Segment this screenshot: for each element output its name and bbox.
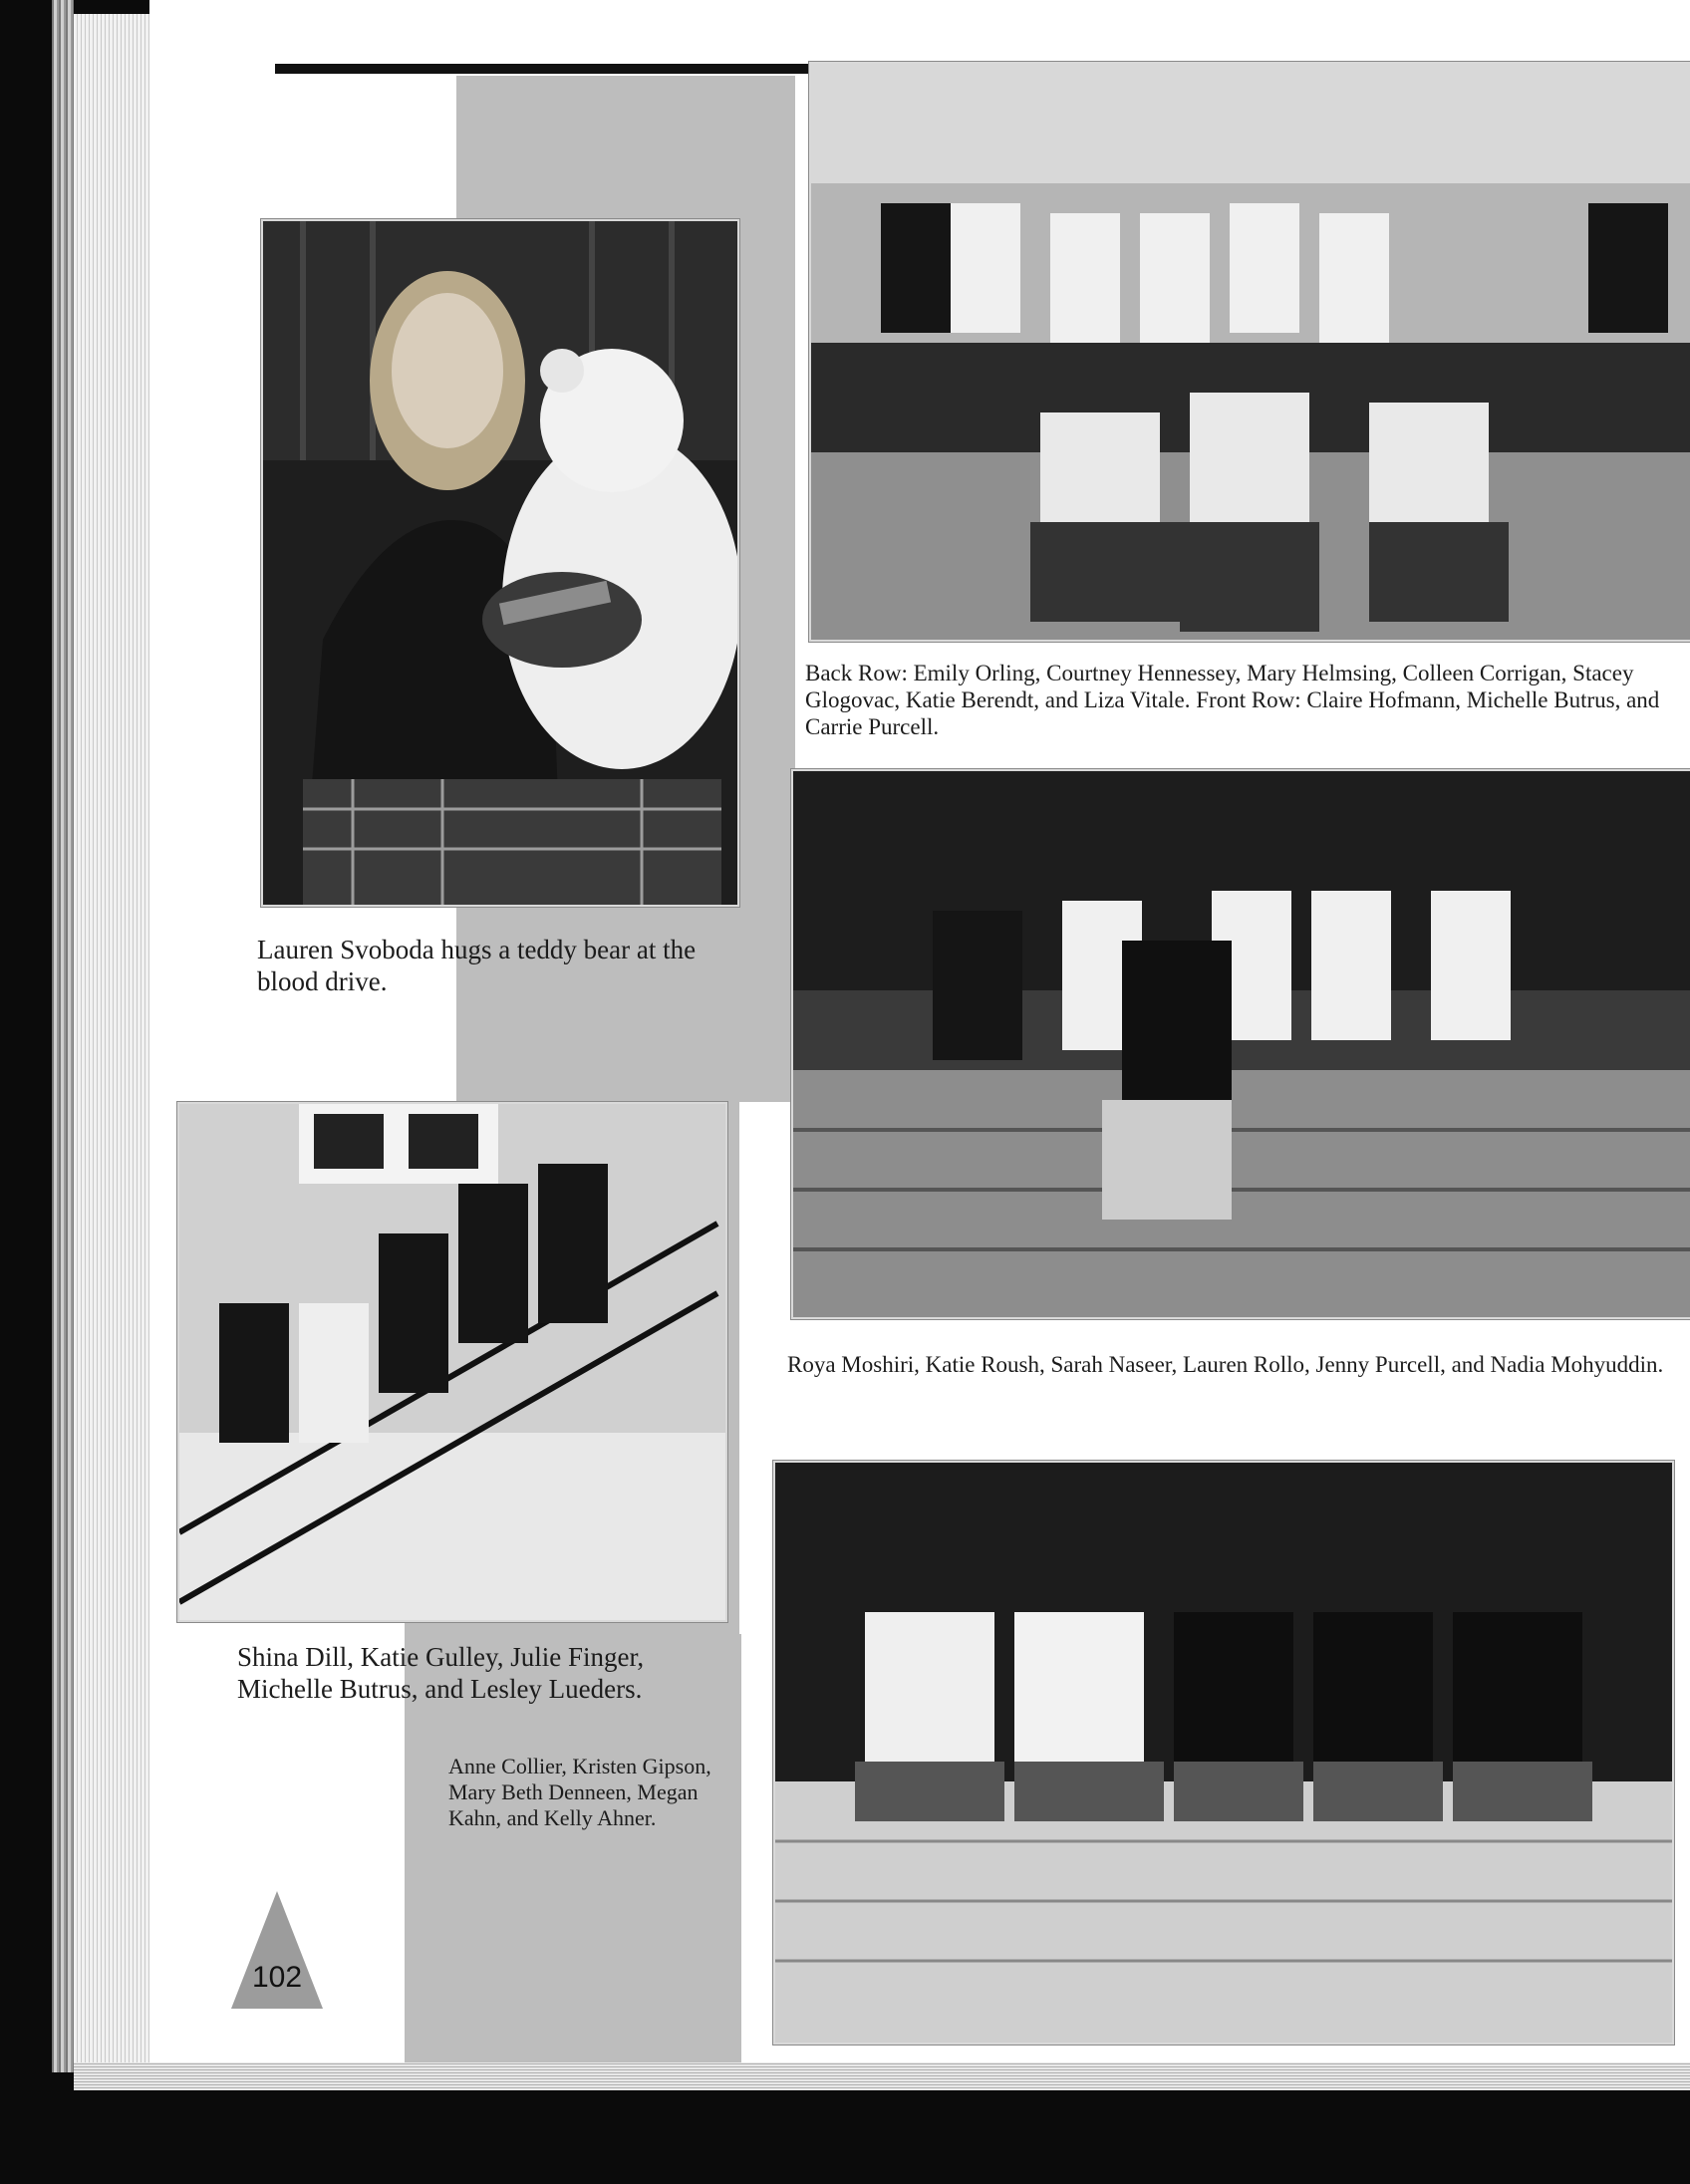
caption-wall: Roya Moshiri, Katie Roush, Sarah Naseer, Lauren Rollo, Jenny Purcell, and Nadia Mohyuddin. (787, 1352, 1664, 1377)
photo-back-front-rows (809, 62, 1690, 642)
photo-group-on-terrace-icon (811, 64, 1690, 640)
caption-svoboda: Lauren Svoboda hugs a teddy bear at the blood drive. (257, 935, 697, 996)
page-number: 102 (251, 1961, 303, 1994)
photo-wall-group (791, 769, 1690, 1319)
page-stack-edge (74, 14, 153, 2076)
photo-steps-group (773, 1461, 1674, 2045)
top-rule (275, 64, 828, 74)
caption-steps: Anne Collier, Kristen Gipson, Mary Beth Denneen, Megan Kahn, and Kelly Ahner. (448, 1754, 711, 1830)
photo-group-on-stone-steps-icon (775, 1463, 1672, 2043)
photo-girl-with-teddy-bear-icon (263, 221, 737, 905)
photo-svoboda (261, 219, 739, 907)
caption-stairs: Shina Dill, Katie Gulley, Julie Finger, Michelle Butrus, and Lesley Lueders. (237, 1642, 645, 1704)
photo-group-on-stone-wall-icon (793, 771, 1690, 1317)
photo-group-on-stairs-icon (179, 1104, 725, 1620)
page-bottom-edge (74, 2062, 1690, 2090)
caption-rows: Back Row: Emily Orling, Courtney Hennessey, Mary Helmsing, Colleen Corrigan, Stacey Glogovac, Katie Berendt, and Liza Vitale. Front Row: Claire Hofmann, Michelle Butrus, and Carrie Purcell. (805, 661, 1660, 740)
book-spine (52, 0, 74, 2072)
photo-stairs-group (177, 1102, 727, 1622)
